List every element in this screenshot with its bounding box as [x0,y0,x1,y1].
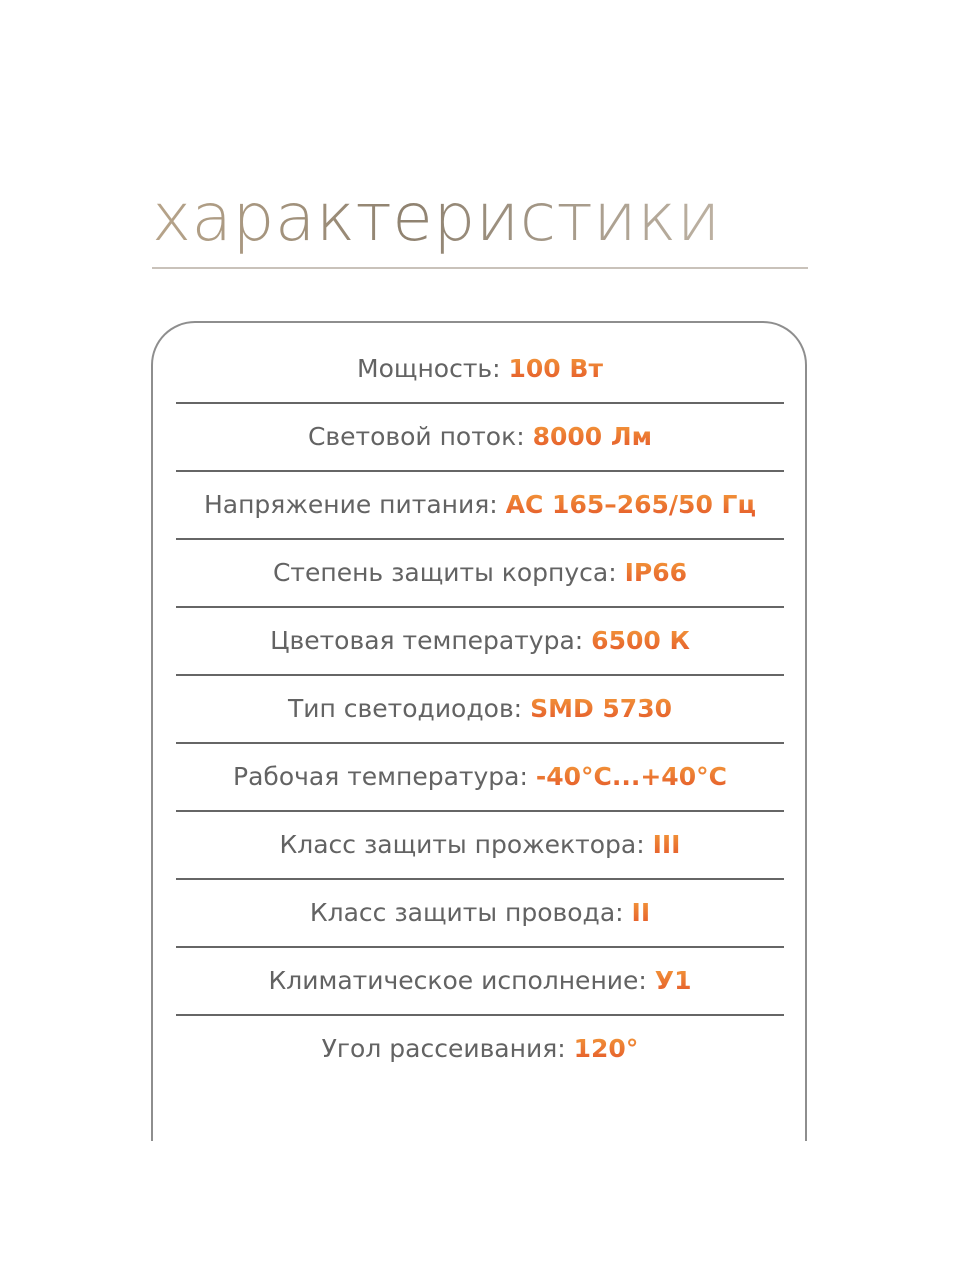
spec-value: -40°C...+40°C [535,762,727,791]
spec-value: 8000 Лм [532,422,653,451]
spec-label: Световой поток: [307,422,525,451]
spec-value: 6500 К [591,626,690,655]
spec-label: Класс защиты провода: [309,898,624,927]
spec-label: Мощность: [357,354,501,383]
spec-row-wire-protection-class [176,880,784,948]
spec-label: Степень защиты корпуса: [272,558,617,587]
spec-row-floodlight-protection-class [176,812,784,880]
spec-value: II [631,898,651,927]
spec-list [176,336,784,1082]
spec-row-operating-temperature [176,744,784,812]
spec-row-ingress-protection [176,540,784,608]
spec-value: SMD 5730 [530,694,672,723]
spec-label: Климатическое исполнение: [268,966,647,995]
title-divider [152,267,808,269]
spec-value: 120° [573,1034,639,1063]
spec-value: 100 Вт [508,354,603,383]
spec-value: АС 165–265/50 Гц [505,490,757,519]
spec-label: Рабочая температура: [233,762,528,791]
spec-row-color-temperature [176,608,784,676]
spec-label: Тип светодиодов: [288,694,523,723]
spec-row-voltage [176,472,784,540]
spec-label: Класс защиты прожектора: [279,830,645,859]
spec-row-climatic-version [176,948,784,1016]
spec-label: Угол рассеивания: [321,1034,566,1063]
spec-row-power [176,336,784,404]
spec-label: Напряжение питания: [203,490,498,519]
spec-row-beam-angle [176,1016,784,1082]
spec-value: У1 [654,966,692,995]
spec-value: IP66 [624,558,688,587]
spec-row-led-type [176,676,784,744]
spec-label: Цветовая температура: [270,626,584,655]
spec-row-luminous-flux [176,404,784,472]
spec-value: III [652,830,681,859]
page-title: характеристики [152,179,721,256]
